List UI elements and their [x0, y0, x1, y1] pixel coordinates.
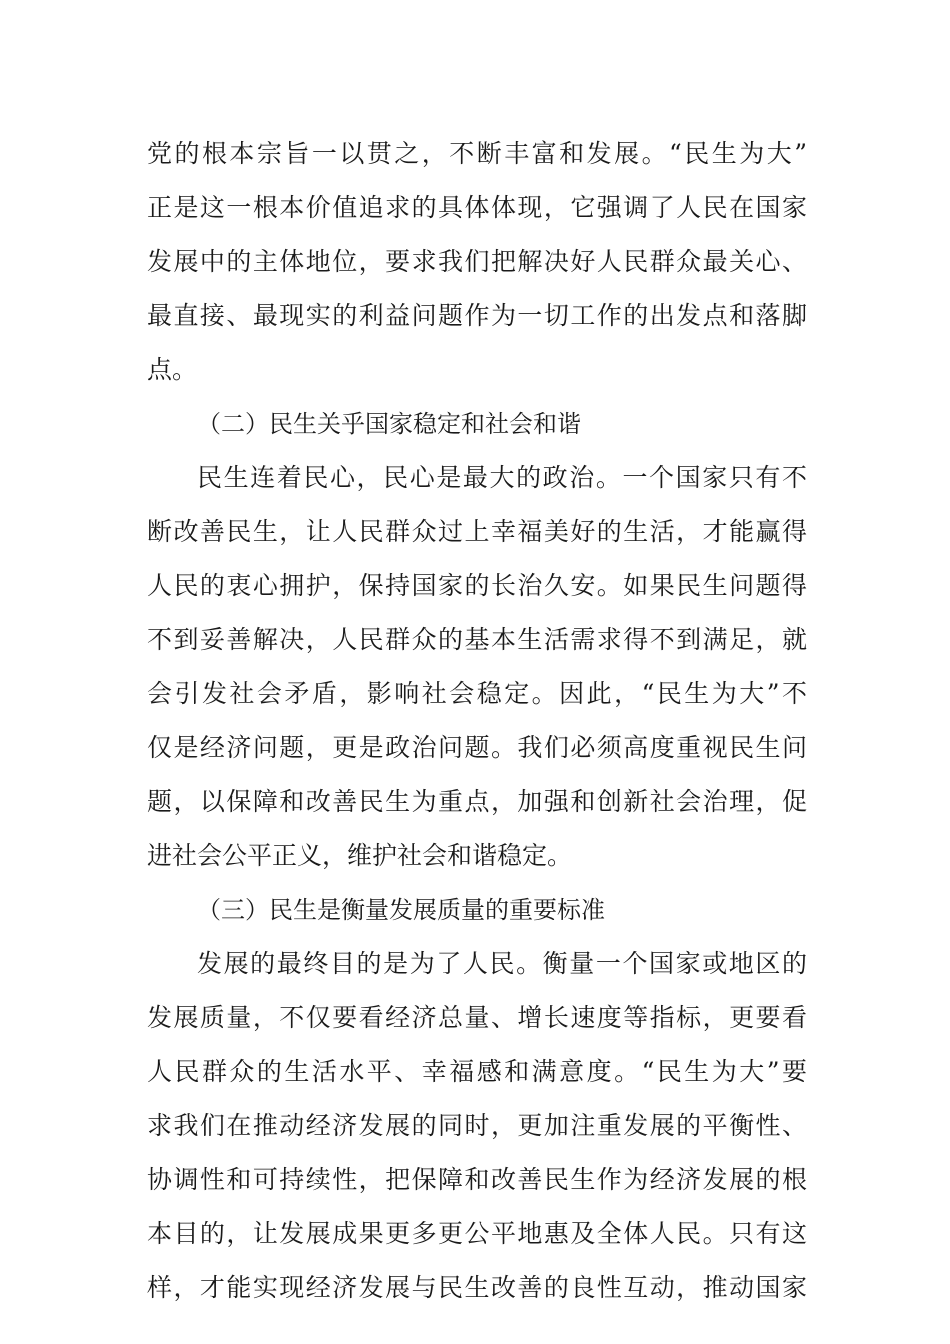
text-line: 人民的衷心拥护，保持国家的长治久安。如果民生问题得: [147, 571, 807, 600]
paragraph-section-3: [147, 937, 807, 1315]
text-line: 人民群众的生活水平、幸福感和满意度。“民生为大”要: [147, 1057, 807, 1086]
text-line: 最直接、最现实的利益问题作为一切工作的出发点和落脚: [147, 301, 807, 330]
paragraph-section-2: [147, 451, 807, 883]
section-heading-3: （三）民生是衡量发展质量的重要标准: [197, 896, 605, 924]
text-line: 发展质量，不仅要看经济总量、增长速度等指标，更要看: [147, 1003, 807, 1032]
text-line: 党的根本宗旨一以贯之，不断丰富和发展。“民生为大”: [147, 139, 807, 168]
text-line: 不到妥善解决，人民群众的基本生活需求得不到满足，就: [147, 625, 807, 654]
text-line: 协调性和可持续性，把保障和改善民生作为经济发展的根: [147, 1165, 807, 1194]
text-line: 本目的，让发展成果更多更公平地惠及全体人民。只有这: [147, 1219, 807, 1248]
text-line: 题，以保障和改善民生为重点，加强和创新社会治理，促: [147, 787, 807, 816]
text-line: 民生连着民心，民心是最大的政治。一个国家只有不: [197, 463, 807, 492]
text-line: 仅是经济问题，更是政治问题。我们必须高度重视民生问: [147, 733, 807, 762]
section-heading-2: （二）民生关乎国家稳定和社会和谐: [197, 410, 581, 438]
document-page: [147, 127, 807, 1315]
text-line: 点。: [147, 355, 198, 384]
paragraph-intro: [147, 127, 807, 397]
text-line: 正是这一根本价值追求的具体体现，它强调了人民在国家: [147, 193, 807, 222]
text-line: 会引发社会矛盾，影响社会稳定。因此，“民生为大”不: [147, 679, 807, 708]
text-line: 断改善民生，让人民群众过上幸福美好的生活，才能赢得: [147, 517, 807, 546]
text-line: 进社会公平正义，维护社会和谐稳定。: [147, 841, 573, 870]
text-line: 求我们在推动经济发展的同时，更加注重发展的平衡性、: [147, 1111, 807, 1140]
text-line: 发展的最终目的是为了人民。衡量一个国家或地区的: [197, 949, 807, 978]
text-line: 发展中的主体地位，要求我们把解决好人民群众最关心、: [147, 247, 807, 276]
text-line: 样，才能实现经济发展与民生改善的良性互动，推动国家: [147, 1273, 807, 1302]
